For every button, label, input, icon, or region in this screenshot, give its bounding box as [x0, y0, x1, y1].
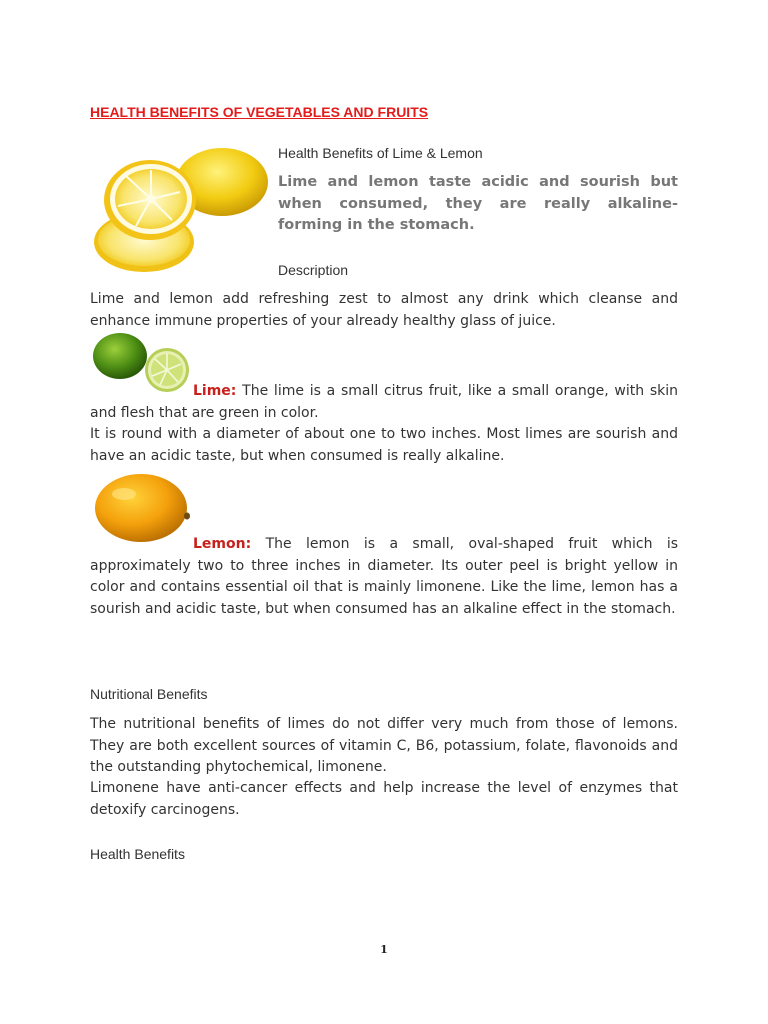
- lemon-label: Lemon:: [193, 536, 252, 552]
- limonene-paragraph: Limonene have anti-cancer effects and help increase the level of enzymes that detoxify carcinogens.: [90, 780, 678, 818]
- intro-paragraph: Lime and lemon taste acidic and sourish but when consumed, they are really alkaline-forming in the stomach.: [278, 174, 678, 233]
- nutritional-paragraph: The nutritional benefits of limes do not differ very much from those of lemons. They are both excellent sources of vitamin C, B6, potassium, folate, flavonoids and the outstanding phytochemical, limonene.: [90, 716, 678, 775]
- section-title: Health Benefits of Lime & Lemon: [278, 145, 483, 161]
- lime-text: The lime is a small citrus fruit, like a small orange, with skin and flesh that are green in color.: [90, 383, 679, 421]
- lime-label: Lime:: [193, 383, 237, 399]
- lime-paragraph: [90, 381, 678, 424]
- document-title: HEALTH BENEFITS OF VEGETABLES AND FRUITS: [90, 104, 429, 120]
- description-heading: Description: [278, 262, 349, 278]
- lemon-text: The lemon is a small, oval-shaped fruit which is approximately two to three inches in diameter. Its outer peel is bright yellow in color and contains essential oil that is mainly limonene. Like the lime, lemon has a sourish and acidic taste, but when consumed has an alkaline effect in the stomach.: [90, 536, 678, 617]
- lime-paragraph-2: It is round with a diameter of about one to two inches. Most limes are sourish and have an acidic taste, but when consumed is really alkaline.: [90, 426, 678, 464]
- nutritional-heading: Nutritional Benefits: [90, 686, 208, 702]
- lemon-slices-image: [88, 140, 270, 276]
- lemon-paragraph: [90, 534, 678, 620]
- page-number: 1: [380, 943, 388, 956]
- health-heading: Health Benefits: [90, 846, 185, 862]
- description-paragraph: Lime and lemon add refreshing zest to almost any drink which cleanse and enhance immune properties of your already healthy glass of juice.: [90, 291, 678, 329]
